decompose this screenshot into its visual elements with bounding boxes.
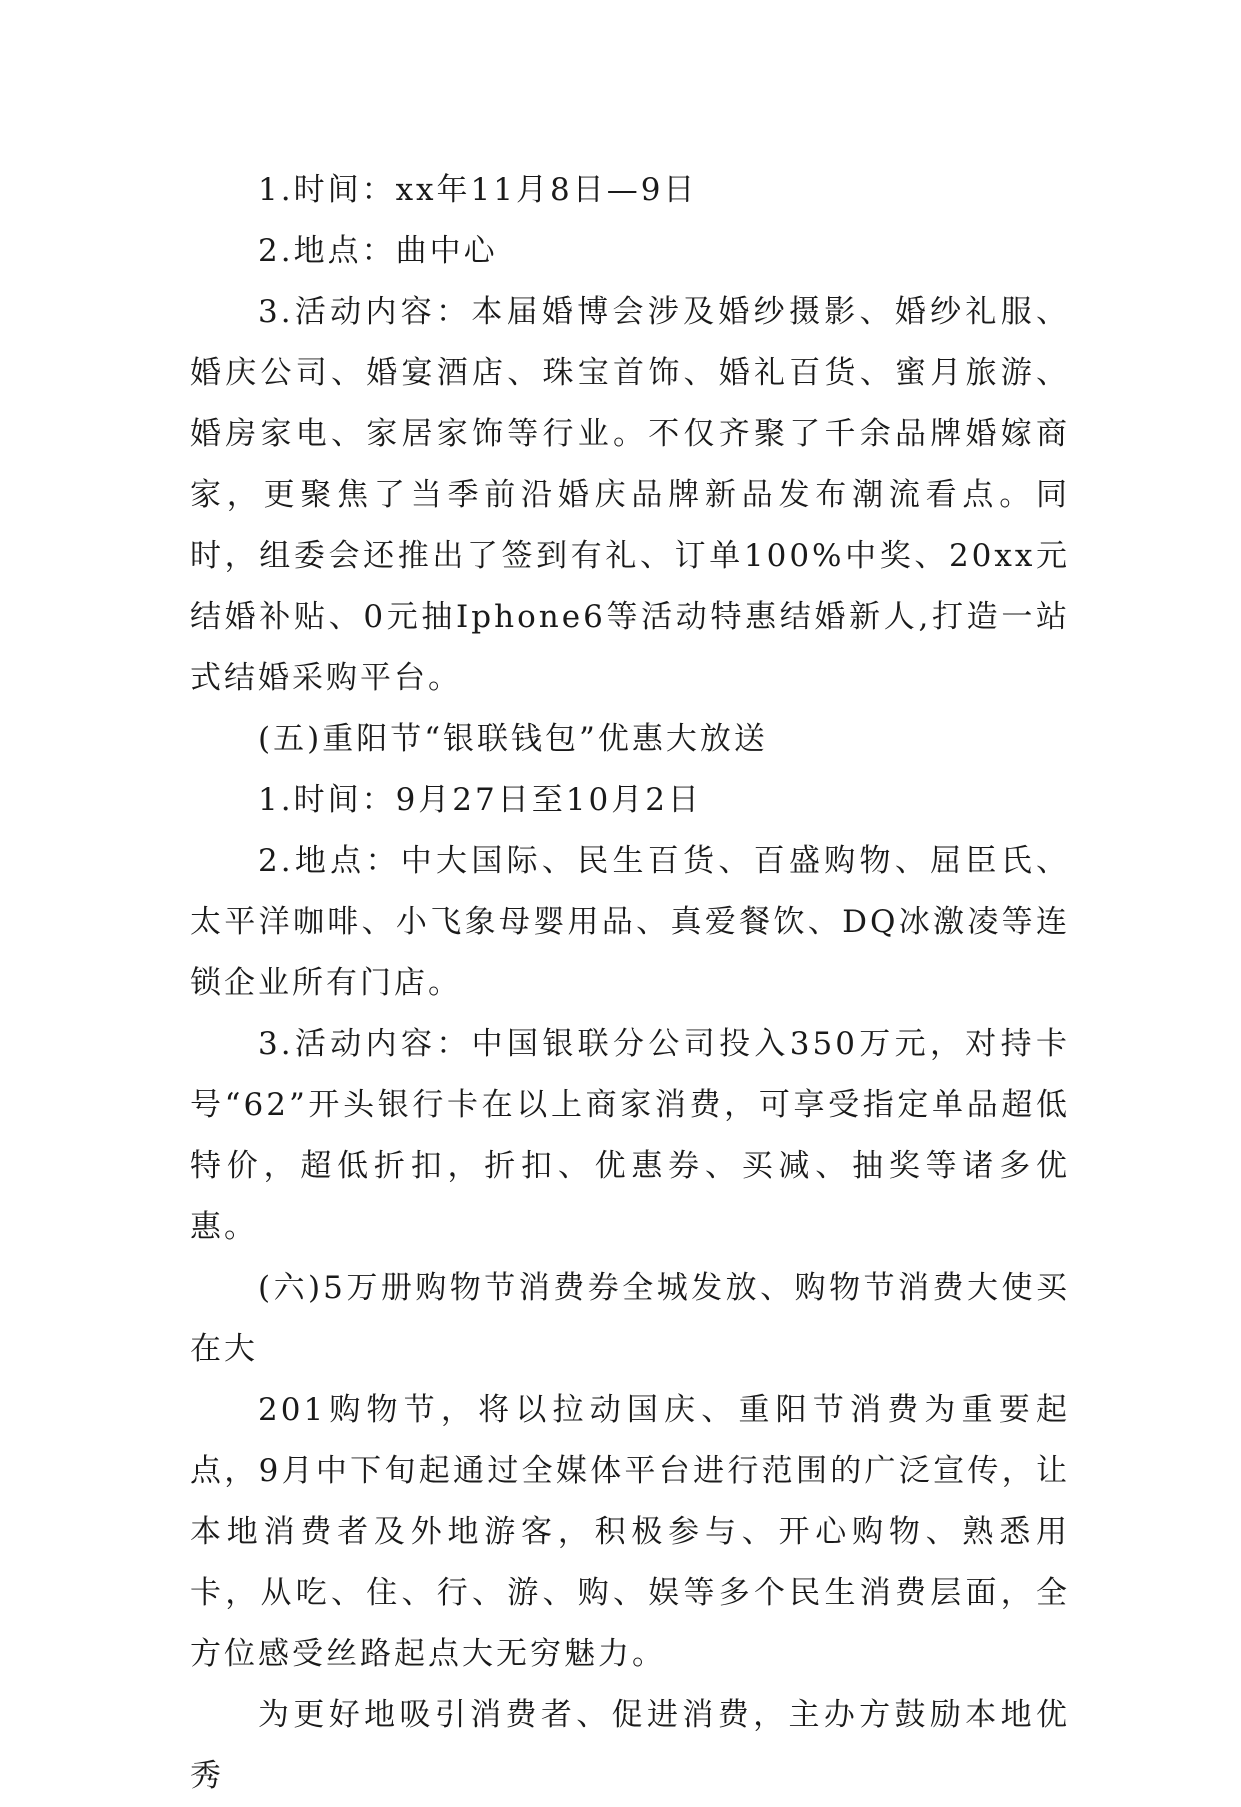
paragraph-encourage-consumption: 为更好地吸引消费者、促进消费，主办方鼓励本地优秀 (190, 1697, 1070, 1794)
paragraph-wedding-content: 3.活动内容：本届婚博会涉及婚纱摄影、婚纱礼服、婚庆公司、婚宴酒店、珠宝首饰、婚礼百货、蜜月旅游、婚房家电、家居家饰等行业。不仅齐聚了千余品牌婚嫁商家，更聚焦了当季前沿婚庆品牌新品发布潮流看点。同时，组委会还推出了签到有礼、订单100%中奖、20xx元结婚补贴、0元抽Iphone6等活动特惠结婚新人,打造一站式结婚采购平台。 (190, 294, 1070, 696)
section-heading-5: (五)重阳节“银联钱包”优惠大放送 (258, 721, 768, 757)
paragraph-unionpay-time: 1.时间：9月27日至10月2日 (258, 782, 702, 818)
paragraph-unionpay-location: 2.地点：中大国际、民生百货、百盛购物、屈臣氏、太平洋咖啡、小飞象母婴用品、真爱餐饮、DQ冰激凌等连锁企业所有门店。 (190, 843, 1070, 1001)
paragraph-wedding-location: 2.地点：曲中心 (258, 233, 498, 269)
paragraph-unionpay-content: 3.活动内容：中国银联分公司投入350万元，对持卡号“62”开头银行卡在以上商家消费，可享受指定单品超低特价，超低折扣，折扣、优惠券、买减、抽奖等诸多优惠。 (190, 1026, 1070, 1245)
document-body (190, 160, 1070, 1807)
paragraph-wedding-time: 1.时间：xx年11月8日—9日 (258, 172, 698, 208)
paragraph-shopping-festival: 201购物节，将以拉动国庆、重阳节消费为重要起点，9月中下旬起通过全媒体平台进行范围的广泛宣传，让本地消费者及外地游客，积极参与、开心购物、熟悉用卡，从吃、住、行、游、购、娱等多个民生消费层面，全方位感受丝路起点大无穷魅力。 (190, 1392, 1070, 1672)
section-heading-6: (六)5万册购物节消费券全城发放、购物节消费大使买在大 (190, 1270, 1070, 1367)
